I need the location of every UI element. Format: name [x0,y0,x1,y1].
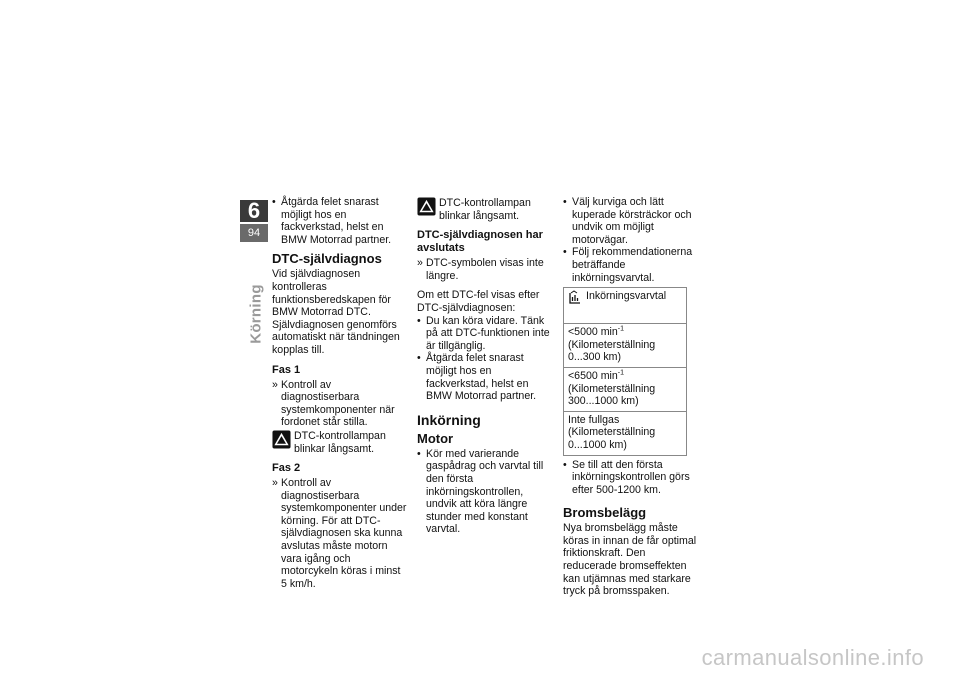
list-item [417,352,553,402]
bullet-text: Följ rekommendationerna beträffande inkörningsvarvtal. [572,246,693,284]
column-2 [417,196,553,536]
step-item [272,477,408,590]
dtc-lamp-note [272,430,408,455]
bullet-marker: • [417,352,421,365]
table-row: Inte fullgas (Kilometerställning 0...1000 km) [564,411,687,455]
dtc-lamp-note [417,197,553,222]
step-marker: » [272,477,278,490]
step-item [272,379,408,429]
step-item [417,257,553,282]
brake-pads-paragraph: Nya bromsbelägg måste köras in innan de får optimal friktionskraft. Den reducerade bromseffekten kan utjämnas med starkare tryck på bromsspaken. [563,522,697,598]
list-item [417,315,553,353]
chapter-number-tab: 6 [240,200,268,222]
tachometer-icon [568,290,582,306]
table-row: <5000 $\min^{-1}$ (Kilometerställning 0...300 km) [564,324,687,368]
section-heading-dtc-selfdiagnosis: DTC-självdiagnos [272,251,382,267]
bullet-text: Åtgärda felet snarast möjligt hos en fackverkstad, helst en BMW Motorrad partner. [426,352,537,403]
bullet-text: Kör med varierande gaspådrag och varvtal till den första inkörningskontrollen, undvik att köra längre stunder med konstant varvtal. [426,447,544,536]
bullet-marker: • [563,246,567,259]
selfdiagnosis-complete-heading: DTC-självdiagnosen har avslutats [417,229,543,255]
bullet-text: Du kan köra vidare. Tänk på att DTC-funktionen inte är tillgänglig. [426,314,550,352]
lamp-text: DTC-kontrollampan blinkar långsamt. [294,429,386,455]
bullet-text: Välj kurviga och lätt kuperade körsträckor och undvik om möjligt motorvägar. [572,196,692,246]
step-marker: » [272,378,278,391]
dtc-error-paragraph: Om ett DTC-fel visas efter DTC-självdiagnosen: [417,289,540,314]
bullet-marker: • [417,314,421,327]
column-1 [272,196,408,590]
chapter-title-sidebar: Körning [247,284,265,344]
bullet-text: Åtgärda felet snarast möjligt hos en fackverkstad, helst en BMW Motorrad partner. [281,196,392,246]
column-3 [563,196,701,598]
step-text: Kontroll av diagnostiserbara systemkomponenter när fordonet står stilla. [281,378,395,429]
motor-heading: Motor [417,430,454,446]
step-marker: » [417,257,423,270]
table-header-label: Inkörningsvarvtal [586,290,667,303]
step-text: Kontroll av diagnostiserbara systemkomponenter under körning. För att DTC-självdiagnosen ska kunna avslutas måste motorn vara igång och motorcykeln köras i minst 5 km/h. [281,477,407,590]
section-heading-brake-pads: Bromsbelägg [563,505,647,521]
list-item [272,196,408,246]
section-heading-break-in: Inkörning [417,411,481,428]
list-item [417,448,553,536]
watermark: carmanualsonline.info [701,645,924,670]
lamp-text: DTC-kontrollampan blinkar långsamt. [439,197,531,222]
bullet-marker: • [563,196,567,208]
step-text: DTC-symbolen visas inte längre. [426,257,544,282]
bullet-marker: • [272,196,276,208]
table-row: <6500 $\min^{-1}$ (Kilometerställning 300...1000 km) [564,367,687,411]
list-item [563,459,701,497]
dtc-warning-lamp-icon [417,197,436,216]
table-header-cell [564,288,687,324]
phase-1-heading: Fas 1 [272,363,301,376]
page-number: 94 [240,224,268,242]
list-item [563,246,701,284]
break-in-rpm-table [563,287,687,455]
phase-2-heading: Fas 2 [272,462,301,475]
bullet-marker: • [563,458,567,471]
list-item [563,196,701,246]
intro-paragraph: Vid självdiagnosen kontrolleras funktionsberedskapen för BMW Motorrad DTC. Självdiagnosen genomförs automatiskt när tändningen kopplas till. [272,268,400,356]
bullet-marker: • [417,447,421,460]
dtc-warning-lamp-icon [272,430,291,449]
bullet-text: Se till att den första inkörningskontrollen görs efter 500-1200 km. [572,458,690,496]
